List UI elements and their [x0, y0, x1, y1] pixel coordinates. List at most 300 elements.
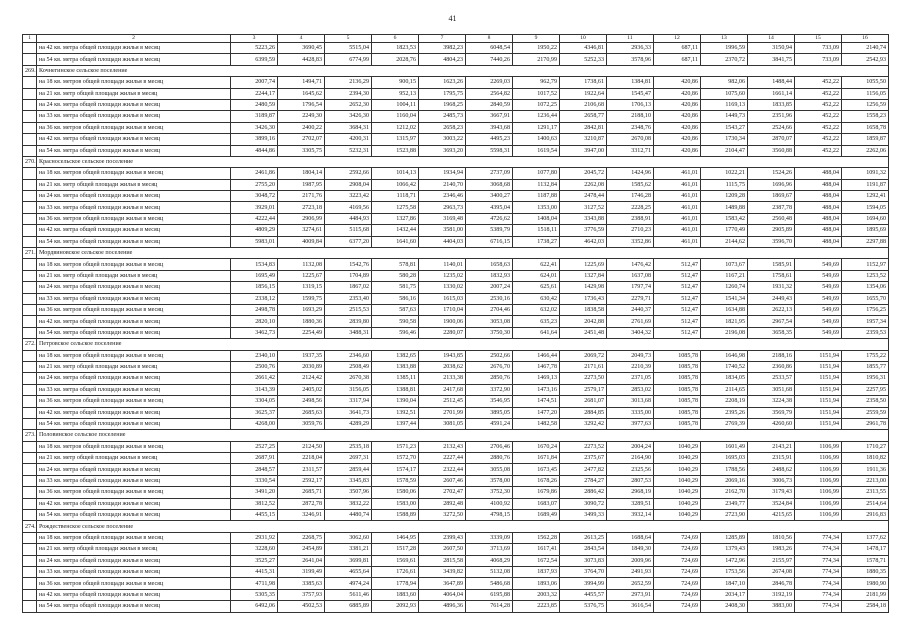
- value-cell: 1670,24: [513, 441, 560, 452]
- value-cell: 1377,62: [842, 532, 889, 543]
- value-cell: 2564,82: [466, 88, 513, 99]
- value-cell: 2249,30: [278, 111, 325, 122]
- value-cell: 1191,87: [842, 179, 889, 190]
- value-cell: 3899,16: [231, 134, 278, 145]
- value-cell: 3228,60: [231, 544, 278, 555]
- table-row: [23, 441, 889, 452]
- value-cell: 2530,16: [466, 293, 513, 304]
- value-cell: 3491,20: [231, 487, 278, 498]
- value-cell: 2685,71: [278, 487, 325, 498]
- value-cell: 3312,71: [607, 145, 654, 156]
- column-number-cell: 10: [560, 35, 607, 43]
- value-cell: 2069,16: [701, 475, 748, 486]
- value-cell: 624,01: [513, 270, 560, 281]
- table-row: [23, 77, 889, 88]
- value-cell: 1623,26: [419, 77, 466, 88]
- value-cell: 1859,87: [842, 134, 889, 145]
- value-cell: 452,22: [795, 134, 842, 145]
- value-cell: 1472,96: [701, 555, 748, 566]
- value-cell: 2967,54: [748, 316, 795, 327]
- value-cell: 549,69: [795, 270, 842, 281]
- value-cell: 578,81: [372, 259, 419, 270]
- value-cell: 2124,50: [278, 441, 325, 452]
- table-row: [23, 475, 889, 486]
- value-cell: 2280,07: [419, 327, 466, 338]
- value-cell: 3994,99: [560, 578, 607, 589]
- value-cell: 1085,78: [654, 407, 701, 418]
- value-cell: 2848,57: [231, 464, 278, 475]
- value-cell: 1385,11: [372, 373, 419, 384]
- value-cell: 1085,78: [654, 418, 701, 429]
- value-cell: 1040,29: [654, 464, 701, 475]
- value-cell: 3289,51: [607, 498, 654, 509]
- value-cell: 5232,31: [325, 145, 372, 156]
- value-cell: 2004,24: [607, 441, 654, 452]
- value-cell: 2560,48: [748, 213, 795, 224]
- value-cell: 4415,31: [231, 566, 278, 577]
- value-cell: 1464,95: [372, 532, 419, 543]
- value-cell: 2155,97: [748, 555, 795, 566]
- value-cell: 2622,13: [748, 304, 795, 315]
- value-cell: 632,02: [513, 304, 560, 315]
- value-cell: 1634,88: [701, 304, 748, 315]
- row-index-cell: [23, 168, 37, 179]
- table-row: [23, 601, 889, 612]
- value-cell: 2723,90: [701, 510, 748, 521]
- value-cell: 1838,58: [560, 304, 607, 315]
- value-cell: 1833,85: [748, 99, 795, 110]
- value-cell: 1518,11: [513, 225, 560, 236]
- value-cell: 2400,22: [278, 122, 325, 133]
- settlement-number: 273.: [23, 430, 37, 441]
- value-cell: 2961,78: [842, 418, 889, 429]
- table-row: [23, 566, 889, 577]
- value-cell: 2210,39: [607, 361, 654, 372]
- value-cell: 5486,68: [466, 578, 513, 589]
- value-cell: 1655,70: [842, 293, 889, 304]
- value-cell: 2045,72: [560, 168, 607, 179]
- value-cell: 1738,27: [513, 236, 560, 247]
- row-label: на 54 кв. метра общей площади жилья в месяц: [37, 145, 231, 156]
- value-cell: 2395,26: [701, 407, 748, 418]
- value-cell: 3499,33: [560, 510, 607, 521]
- value-cell: 625,61: [513, 282, 560, 293]
- value-cell: 1225,69: [560, 259, 607, 270]
- value-cell: 2872,78: [278, 498, 325, 509]
- value-cell: 2408,30: [701, 601, 748, 612]
- table-row: [23, 145, 889, 156]
- value-cell: 2257,95: [842, 384, 889, 395]
- value-cell: 1292,41: [842, 191, 889, 202]
- value-cell: 1571,23: [372, 441, 419, 452]
- row-label: на 33 кв. метра общей площади жилья в месяц: [37, 384, 231, 395]
- value-cell: 2905,89: [748, 225, 795, 236]
- column-number-row: [23, 35, 889, 43]
- row-index-cell: [23, 566, 37, 577]
- value-cell: 1449,73: [701, 111, 748, 122]
- value-cell: 488,04: [795, 191, 842, 202]
- value-cell: 641,64: [513, 327, 560, 338]
- value-cell: 1167,21: [701, 270, 748, 281]
- value-cell: 3404,32: [607, 327, 654, 338]
- row-index-cell: [23, 293, 37, 304]
- value-cell: 6377,20: [325, 236, 372, 247]
- value-cell: 1285,89: [701, 532, 748, 543]
- value-cell: 512,47: [654, 327, 701, 338]
- value-cell: 2297,88: [842, 236, 889, 247]
- value-cell: 1379,43: [701, 544, 748, 555]
- table-row: [23, 418, 889, 429]
- value-cell: 2579,17: [560, 384, 607, 395]
- row-label: на 42 кв. метра общей площади жилья в месяц: [37, 407, 231, 418]
- row-index-cell: [23, 407, 37, 418]
- value-cell: 1106,99: [795, 441, 842, 452]
- row-index-cell: [23, 510, 37, 521]
- value-cell: 5223,26: [231, 43, 278, 54]
- value-cell: 774,34: [795, 555, 842, 566]
- value-cell: 1524,26: [748, 168, 795, 179]
- value-cell: 1212,02: [372, 122, 419, 133]
- row-label: на 42 кв. метра общей площади жилья в месяц: [37, 316, 231, 327]
- value-cell: 1753,56: [701, 566, 748, 577]
- value-cell: 4591,24: [466, 418, 513, 429]
- value-cell: 3179,43: [748, 487, 795, 498]
- value-cell: 3150,94: [748, 43, 795, 54]
- value-cell: 1160,04: [372, 111, 419, 122]
- column-number-cell: 4: [278, 35, 325, 43]
- value-cell: 2702,47: [419, 487, 466, 498]
- row-index-cell: [23, 145, 37, 156]
- value-cell: 1689,49: [513, 510, 560, 521]
- value-cell: 581,75: [372, 282, 419, 293]
- row-label: на 21 кв. метр общей площади жилья в месяц: [37, 270, 231, 281]
- value-cell: 1315,97: [372, 134, 419, 145]
- value-cell: 1695,03: [701, 453, 748, 464]
- value-cell: 1795,75: [419, 88, 466, 99]
- value-cell: 3068,68: [466, 179, 513, 190]
- value-cell: 2196,08: [701, 327, 748, 338]
- value-cell: 2313,55: [842, 487, 889, 498]
- value-cell: 1156,05: [842, 88, 889, 99]
- value-cell: 2315,91: [748, 453, 795, 464]
- value-cell: 1770,49: [701, 225, 748, 236]
- row-label: на 24 кв. метра общей площади жилья в месяц: [37, 191, 231, 202]
- value-cell: 2451,48: [560, 327, 607, 338]
- value-cell: 2143,21: [748, 441, 795, 452]
- value-cell: 2279,71: [607, 293, 654, 304]
- value-cell: 3982,23: [419, 43, 466, 54]
- value-cell: 4495,23: [466, 134, 513, 145]
- value-cell: 1617,41: [513, 544, 560, 555]
- value-cell: 1085,78: [654, 350, 701, 361]
- value-cell: 2723,18: [278, 202, 325, 213]
- value-cell: 2491,93: [607, 566, 654, 577]
- table-row: [23, 589, 889, 600]
- value-cell: 420,86: [654, 111, 701, 122]
- row-index-cell: [23, 498, 37, 509]
- value-cell: 2092,93: [372, 601, 419, 612]
- value-cell: 3883,00: [748, 601, 795, 612]
- value-cell: 2769,39: [701, 418, 748, 429]
- table-row: [23, 99, 889, 110]
- value-cell: 2886,42: [560, 487, 607, 498]
- value-cell: 2273,50: [560, 373, 607, 384]
- value-cell: 1022,21: [701, 168, 748, 179]
- row-label: на 36 кв. метров общей площади жилья в месяц: [37, 213, 231, 224]
- value-cell: 1066,42: [372, 179, 419, 190]
- value-cell: 1132,84: [513, 179, 560, 190]
- value-cell: 2500,76: [231, 361, 278, 372]
- row-index-cell: [23, 259, 37, 270]
- value-cell: 1151,94: [795, 396, 842, 407]
- value-cell: 3616,54: [607, 601, 654, 612]
- value-cell: 1804,14: [278, 168, 325, 179]
- value-cell: 1694,60: [842, 213, 889, 224]
- value-cell: 2007,24: [466, 282, 513, 293]
- row-label: на 54 кв. метра общей площади жилья в месяц: [37, 418, 231, 429]
- table-row: [23, 350, 889, 361]
- value-cell: 3776,59: [560, 225, 607, 236]
- value-cell: 1796,54: [278, 99, 325, 110]
- row-label: на 36 кв. метров общей площади жилья в месяц: [37, 487, 231, 498]
- table-row: [23, 111, 889, 122]
- row-index-cell: [23, 373, 37, 384]
- value-cell: 6774,99: [325, 54, 372, 65]
- value-cell: 3339,09: [466, 532, 513, 543]
- value-cell: 4268,00: [231, 418, 278, 429]
- value-cell: 1319,15: [278, 282, 325, 293]
- value-cell: 2906,99: [278, 213, 325, 224]
- settlement-header-row: [23, 65, 889, 76]
- value-cell: 2034,17: [701, 589, 748, 600]
- value-cell: 2515,53: [325, 304, 372, 315]
- value-cell: 2559,59: [842, 407, 889, 418]
- value-cell: 1253,52: [842, 270, 889, 281]
- value-cell: 4502,53: [278, 601, 325, 612]
- value-cell: 2535,18: [325, 441, 372, 452]
- value-cell: 3352,86: [607, 236, 654, 247]
- table-row: [23, 54, 889, 65]
- value-cell: 2028,76: [372, 54, 419, 65]
- value-cell: 1934,94: [419, 168, 466, 179]
- table-row: [23, 453, 889, 464]
- settlement-header-row: [23, 430, 889, 441]
- settlement-header-row: [23, 339, 889, 350]
- value-cell: 3343,88: [560, 213, 607, 224]
- value-cell: 1726,61: [372, 566, 419, 577]
- value-cell: 549,69: [795, 293, 842, 304]
- settlement-number: 271.: [23, 248, 37, 259]
- value-cell: 1151,94: [795, 361, 842, 372]
- column-number-cell: 5: [325, 35, 372, 43]
- value-cell: 982,06: [701, 77, 748, 88]
- value-cell: 2670,08: [607, 134, 654, 145]
- table-row: [23, 316, 889, 327]
- row-index-cell: [23, 304, 37, 315]
- value-cell: 3062,60: [325, 532, 372, 543]
- value-cell: 3400,27: [466, 191, 513, 202]
- value-cell: 3345,83: [325, 475, 372, 486]
- value-cell: 2030,89: [278, 361, 325, 372]
- value-cell: 2670,38: [325, 373, 372, 384]
- value-cell: 2685,63: [278, 407, 325, 418]
- row-index-cell: [23, 532, 37, 543]
- row-index-cell: [23, 134, 37, 145]
- value-cell: 1040,29: [654, 510, 701, 521]
- row-index-cell: [23, 213, 37, 224]
- value-cell: 1983,26: [748, 544, 795, 555]
- row-index-cell: [23, 361, 37, 372]
- value-cell: 1494,71: [278, 77, 325, 88]
- row-index-cell: [23, 589, 37, 600]
- value-cell: 2140,74: [842, 43, 889, 54]
- value-cell: 3832,22: [325, 498, 372, 509]
- value-cell: 3947,00: [560, 145, 607, 156]
- row-index-cell: [23, 88, 37, 99]
- table-row: [23, 293, 889, 304]
- table-row: [23, 464, 889, 475]
- value-cell: 1353,00: [513, 202, 560, 213]
- value-cell: 2842,81: [560, 122, 607, 133]
- value-cell: 420,86: [654, 77, 701, 88]
- value-cell: 488,04: [795, 236, 842, 247]
- value-cell: 1679,86: [513, 487, 560, 498]
- row-index-cell: [23, 396, 37, 407]
- value-cell: 2268,75: [278, 532, 325, 543]
- value-cell: 1256,59: [842, 99, 889, 110]
- value-cell: 2846,78: [748, 578, 795, 589]
- value-cell: 3426,30: [231, 122, 278, 133]
- value-cell: 630,42: [513, 293, 560, 304]
- settlement-name: Красносельское сельское поселение: [37, 156, 889, 167]
- value-cell: 1922,64: [560, 88, 607, 99]
- value-cell: 512,47: [654, 282, 701, 293]
- row-label: на 24 кв. метра общей площади жилья в месяц: [37, 373, 231, 384]
- value-cell: 2387,78: [748, 202, 795, 213]
- value-cell: 3757,93: [278, 589, 325, 600]
- column-number-cell: 9: [513, 35, 560, 43]
- value-cell: 1740,52: [701, 361, 748, 372]
- row-label: на 36 кв. метров общей площади жилья в месяц: [37, 396, 231, 407]
- value-cell: 1085,78: [654, 373, 701, 384]
- value-cell: 2478,44: [560, 191, 607, 202]
- value-cell: 3841,75: [748, 54, 795, 65]
- value-cell: 1085,78: [654, 396, 701, 407]
- value-cell: 1106,99: [795, 464, 842, 475]
- value-cell: 7614,28: [466, 601, 513, 612]
- value-cell: 420,86: [654, 134, 701, 145]
- value-cell: 512,47: [654, 270, 701, 281]
- value-cell: 3090,72: [560, 498, 607, 509]
- settlement-number: 269.: [23, 65, 37, 76]
- row-index-cell: [23, 202, 37, 213]
- value-cell: 1225,67: [278, 270, 325, 281]
- value-cell: 724,69: [654, 544, 701, 555]
- tariff-table-container: [22, 34, 884, 613]
- value-cell: 2188,10: [607, 111, 654, 122]
- value-cell: 2508,49: [325, 361, 372, 372]
- value-cell: 2038,62: [419, 361, 466, 372]
- row-index-cell: [23, 43, 37, 54]
- value-cell: 2440,37: [607, 304, 654, 315]
- row-index-cell: [23, 544, 37, 555]
- value-cell: 2273,52: [560, 441, 607, 452]
- value-cell: 2853,02: [607, 384, 654, 395]
- row-index-cell: [23, 270, 37, 281]
- value-cell: 5598,31: [466, 145, 513, 156]
- value-cell: 1671,84: [513, 453, 560, 464]
- row-label: на 21 кв. метр общей площади жилья в месяц: [37, 179, 231, 190]
- value-cell: 3317,94: [325, 396, 372, 407]
- value-cell: 1580,06: [372, 487, 419, 498]
- value-cell: 3812,52: [231, 498, 278, 509]
- table-row: [23, 555, 889, 566]
- value-cell: 3667,91: [466, 111, 513, 122]
- value-cell: 452,22: [795, 111, 842, 122]
- value-cell: 3507,96: [325, 487, 372, 498]
- settlement-header-row: [23, 248, 889, 259]
- value-cell: 2542,93: [842, 54, 889, 65]
- value-cell: 1085,78: [654, 361, 701, 372]
- value-cell: 2106,68: [560, 99, 607, 110]
- value-cell: 6716,15: [466, 236, 513, 247]
- row-index-cell: [23, 236, 37, 247]
- value-cell: 1911,36: [842, 464, 889, 475]
- settlement-name: Половинское сельское поселение: [37, 430, 889, 441]
- table-row: [23, 532, 889, 543]
- value-cell: 2114,65: [701, 384, 748, 395]
- value-cell: 2144,62: [701, 236, 748, 247]
- value-cell: 3246,91: [278, 510, 325, 521]
- value-cell: 2850,76: [466, 373, 513, 384]
- value-cell: 549,69: [795, 316, 842, 327]
- value-cell: 2360,86: [748, 361, 795, 372]
- value-cell: 3977,63: [607, 418, 654, 429]
- value-cell: 2973,91: [607, 589, 654, 600]
- value-cell: 724,69: [654, 532, 701, 543]
- value-cell: 774,34: [795, 578, 842, 589]
- row-label: на 33 кв. метра общей площади жилья в месяц: [37, 293, 231, 304]
- value-cell: 4200,31: [325, 134, 372, 145]
- value-cell: 512,47: [654, 316, 701, 327]
- value-cell: 1574,17: [372, 464, 419, 475]
- value-cell: 488,04: [795, 225, 842, 236]
- value-cell: 1880,35: [842, 566, 889, 577]
- value-cell: 2706,46: [466, 441, 513, 452]
- value-cell: 4480,74: [325, 510, 372, 521]
- value-cell: 2661,42: [231, 373, 278, 384]
- value-cell: 2136,29: [325, 77, 372, 88]
- table-row: [23, 43, 889, 54]
- value-cell: 452,22: [795, 145, 842, 156]
- value-cell: 1943,85: [419, 350, 466, 361]
- row-index-cell: [23, 54, 37, 65]
- value-cell: 1588,89: [372, 510, 419, 521]
- value-cell: 1118,71: [372, 191, 419, 202]
- value-cell: 2311,57: [278, 464, 325, 475]
- value-cell: 1085,78: [654, 384, 701, 395]
- value-cell: 1931,32: [748, 282, 795, 293]
- value-cell: 2592,66: [325, 168, 372, 179]
- value-cell: 3003,22: [419, 134, 466, 145]
- value-cell: 1558,23: [842, 111, 889, 122]
- value-cell: 2936,33: [607, 43, 654, 54]
- value-cell: 4222,44: [231, 213, 278, 224]
- value-cell: 488,04: [795, 213, 842, 224]
- value-cell: 2133,38: [419, 373, 466, 384]
- value-cell: 587,63: [372, 304, 419, 315]
- value-cell: 3524,84: [748, 498, 795, 509]
